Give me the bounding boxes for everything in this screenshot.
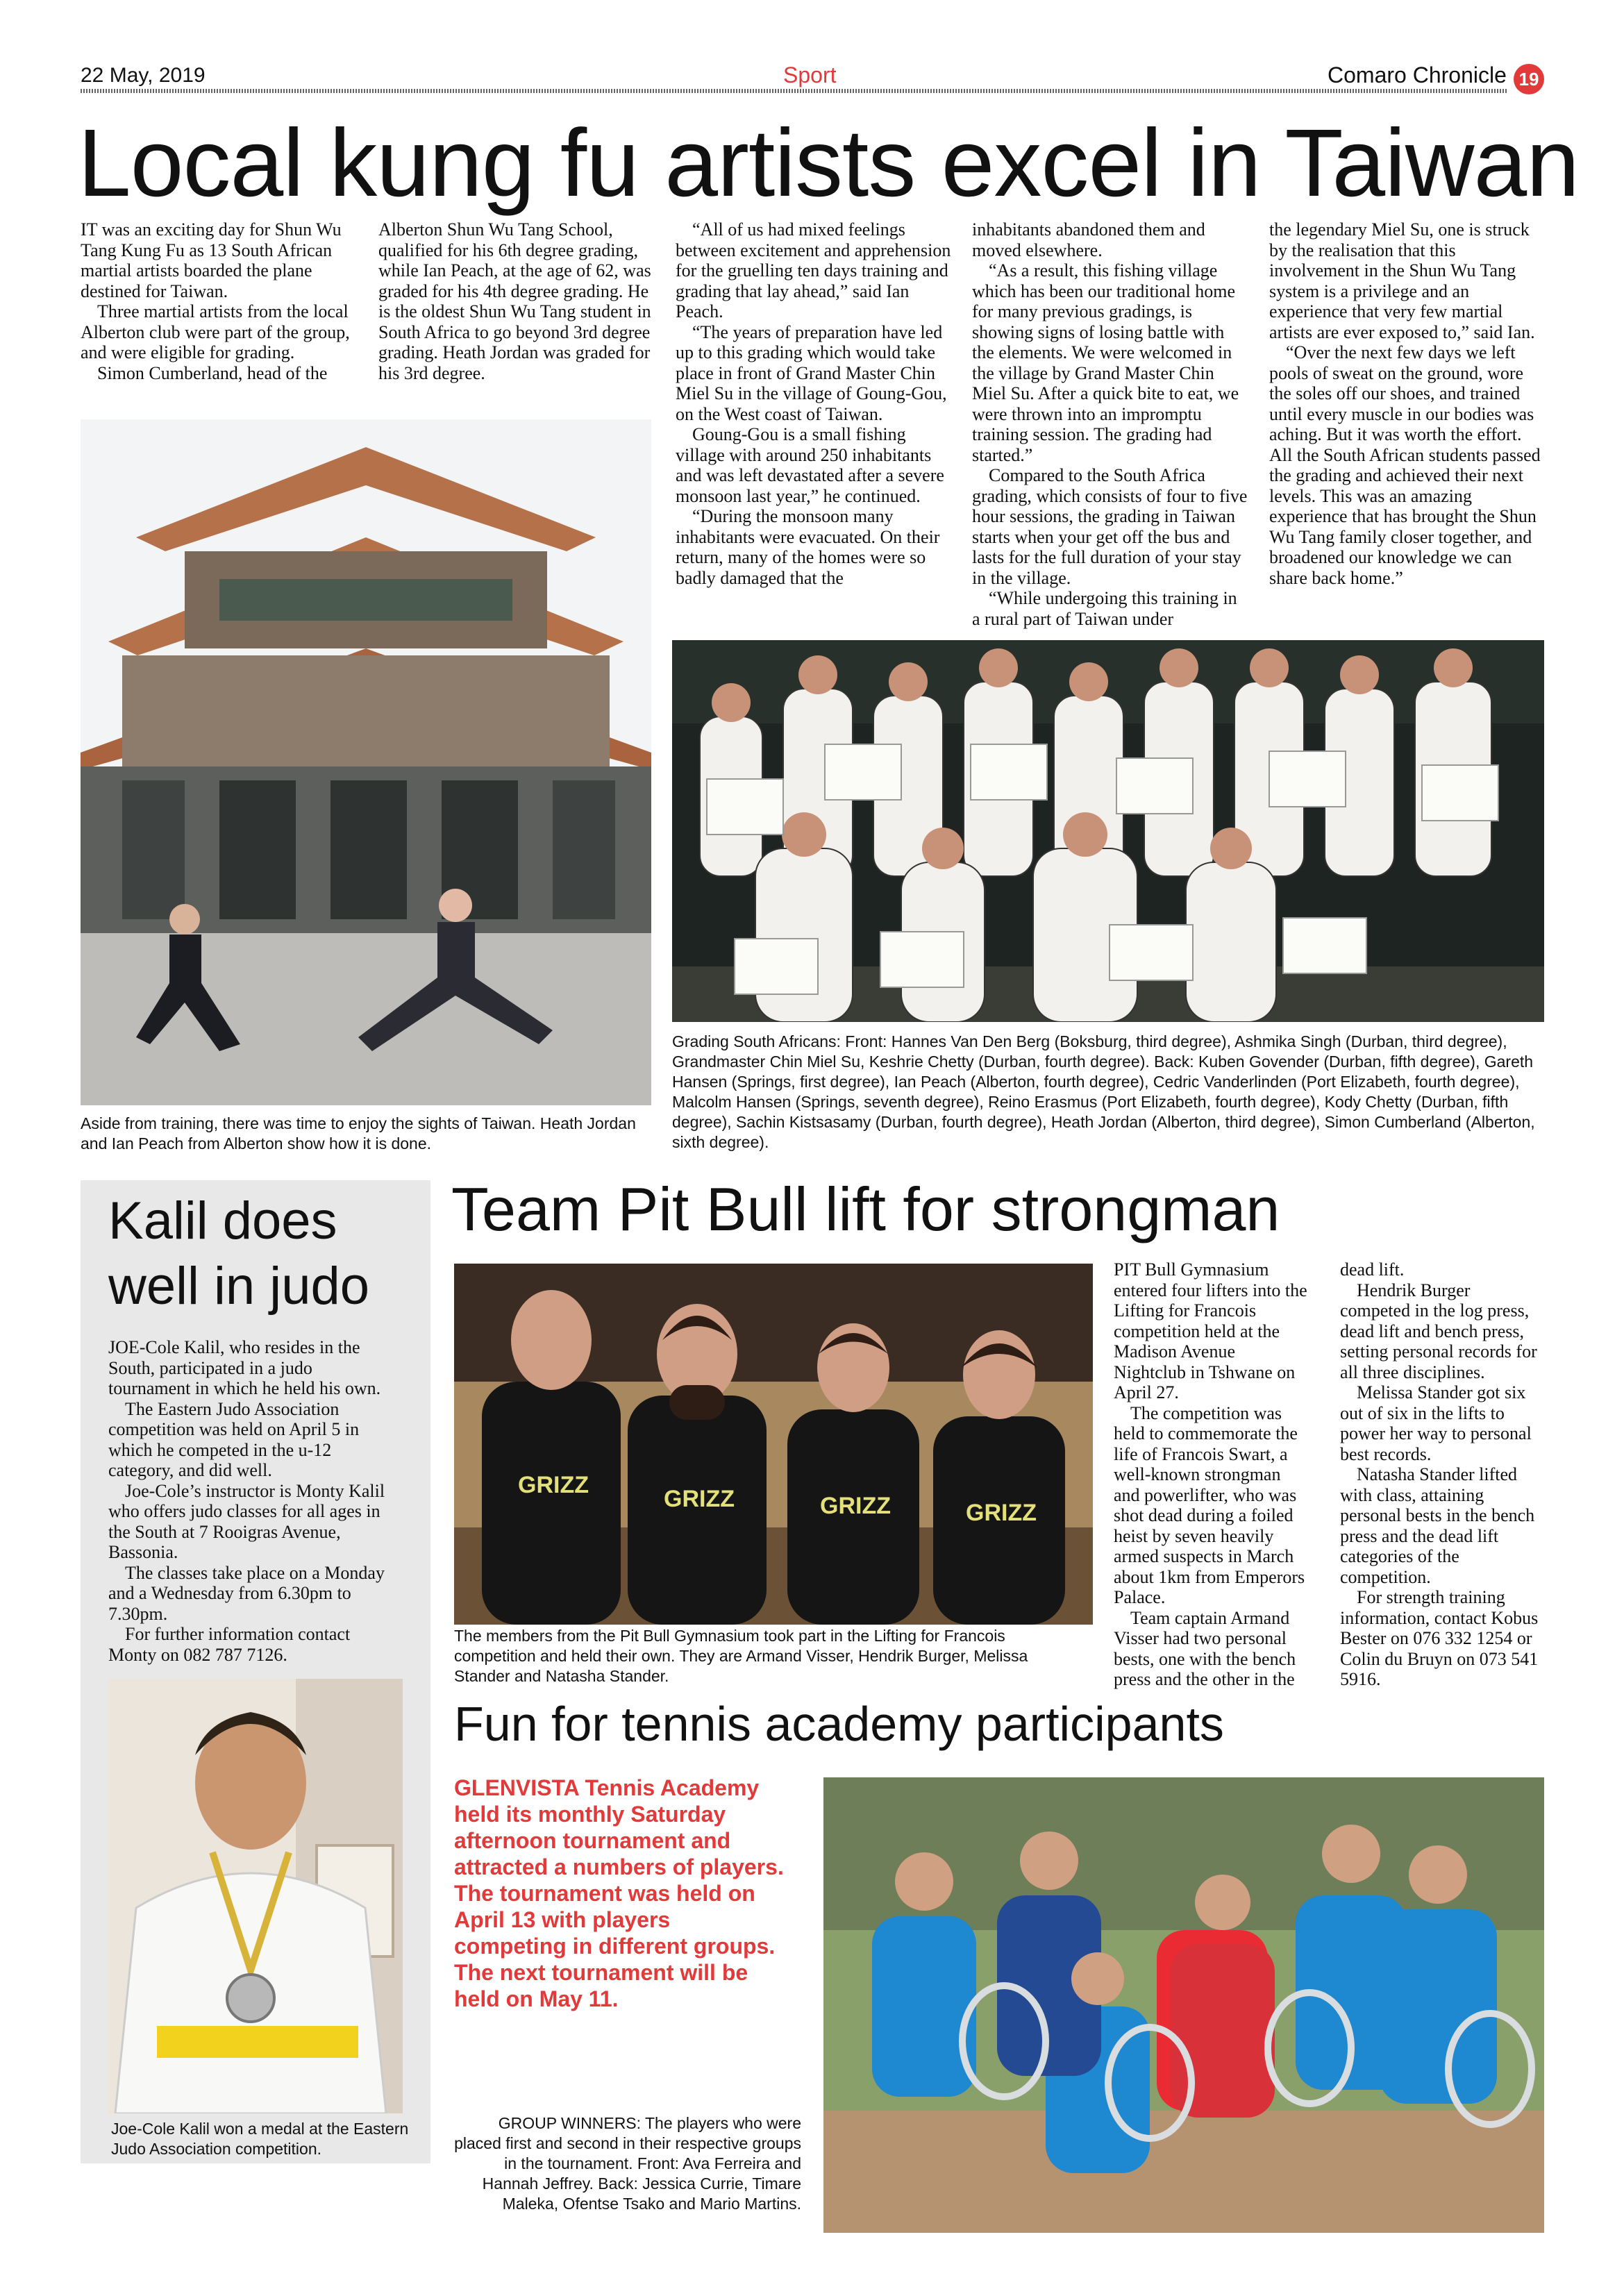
caption-temple: Aside from training, there was time to enjoy the sights of Taiwan. Heath Jordan and Ian Peach from Alberton show how it is done. (81, 1114, 636, 1153)
headline-tennis: Fun for tennis academy participants (454, 1697, 1224, 1751)
temple-photo (81, 419, 651, 1105)
paragraph: the legendary Miel Su, one is struck by the realisation that this involvement in the Shun Wu Tang system is a privilege and an experience that very few martial artists are ever exposed to,” said Ian. (1269, 219, 1535, 342)
tennis-illustration (823, 1777, 1544, 2233)
paragraph: Joe-Cole’s instructor is Monty Kalil who offers judo classes for all ages in the South at 7 Rooigras Avenue, Bassonia. (108, 1480, 385, 1562)
paragraph: For strength training information, contact Kobus Bester on 076 332 1254 or Colin du Bruyn on 073 541 5916. (1340, 1587, 1539, 1689)
kungfu-col-1 (81, 219, 355, 383)
paragraph: Alberton Shun Wu Tang School, qualified for his 6th degree grading, while Ian Peach, at the age of 62, was graded for his 4th degree grading. He is the oldest Shun Wu Tang student in South Africa to go beyond 3rd degree grading. Heath Jordan was graded for his 3rd degree. (378, 219, 651, 383)
paragraph: The competition was held to commemorate the life of Francois Swart, a well-known strongman and powerlifter, who was shot dead during a foiled heist by seven heavily armed suspects in March about 1km from Emperors Palace. (1114, 1402, 1305, 1607)
paragraph: Natasha Stander lifted with class, attaining personal bests in the bench press and the dead lift categories of the competition. (1340, 1464, 1535, 1587)
kungfu-col-3 (676, 219, 952, 588)
paper-name: Comaro Chronicle (1328, 62, 1507, 87)
group-illustration (672, 640, 1544, 1022)
paragraph: “As a result, this fishing village which has been our traditional home for many previous gradings, is showing signs of losing battle with the elements. We were welcomed in the village by Grand Master Chin Miel Su. After a quick bite to eat, we were thrown into an impromptu training session. The grading had started.” (972, 260, 1239, 465)
headline-kung-fu: Local kung fu artists excel in Taiwan (78, 110, 1579, 217)
section-label: Sport (783, 62, 837, 87)
paragraph: The classes take place on a Monday and a Wednesday from 6.30pm to 7.30pm. (108, 1562, 385, 1624)
headline-judo: Kalil does well in judo (108, 1191, 369, 1316)
page-number: 19 (1518, 69, 1539, 90)
kungfu-col-2 (378, 219, 653, 383)
kungfu-col-4 (972, 219, 1248, 629)
page-number-badge (1514, 64, 1544, 94)
pit-bull-illustration (454, 1264, 1093, 1625)
paragraph: Simon Cumberland, head of the (97, 362, 328, 383)
caption-pit-bull: The members from the Pit Bull Gymnasium took part in the Lifting for Francois competition and held their own. They are Armand Visser, Hendrik Burger, Melissa Stander and Natasha Stander. (454, 1627, 1028, 1685)
paragraph: “All of us had mixed feelings between excitement and apprehension for the gruelling ten days training and grading that lay ahead,” said Ian Peach. (676, 219, 951, 321)
paragraph: The Eastern Judo Association competition was held on April 5 in which he competed in the u-12 category, and did well. (108, 1398, 360, 1480)
temple-illustration (81, 419, 651, 1105)
judo-photo (108, 1679, 403, 2113)
judo-body (108, 1337, 397, 1665)
grading-group-photo (672, 640, 1544, 1022)
pit-bull-col-1 (1114, 1259, 1308, 1690)
paragraph: “During the monsoon many inhabitants were evacuated. On their return, many of the homes were so badly damaged that the (676, 506, 940, 588)
paragraph: Hendrik Burger competed in the log press, dead lift and bench press, setting personal records for all three disciplines. (1340, 1280, 1537, 1382)
caption-grading-group: Grading South Africans: Front: Hannes Van Den Berg (Boksburg, third degree), Ashmika Singh (Durban, third degree), Grandmaster Chin Miel Su, Keshrie Chetty (Durban, fourth degree). Back: Kuben Govender (Durban, fifth degree), Gareth Hansen (Springs, first degree), Ian Peach (Alberton, fourth degree), Cedric Vanderlinden (Port Elizabeth, fourth degree), Malcolm Hansen (Springs, seventh degree), Reino Erasmus (Port Elizabeth, fourth degree), Kody Chetty (Durban, fifth degree), Sachin Kistsasamy (Durban, fourth degree), Heath Jordan (Alberton, third degree), Simon Cumberland (Alberton, sixth degree). (672, 1032, 1535, 1151)
pit-bull-col-2 (1340, 1259, 1543, 1690)
kungfu-col-5 (1269, 219, 1546, 588)
paragraph: Melissa Stander got six out of six in the lifts to power her way to personal best records. (1340, 1382, 1532, 1464)
paragraph: dead lift. (1340, 1259, 1405, 1280)
paragraph: Goung-Gou is a small fishing village with around 250 inhabitants and was left devastated after a severe monsoon last year,” he continued. (676, 424, 944, 506)
tennis-photo (823, 1777, 1544, 2233)
judo-illustration (108, 1679, 403, 2113)
headline-pit-bull: Team Pit Bull lift for strongman (451, 1175, 1280, 1243)
paragraph: PIT Bull Gymnasium entered four lifters into the Lifting for Francois competition held at the Madison Avenue Nightclub in Tshwane on April 27. (1114, 1259, 1307, 1402)
paragraph: “Over the next few days we left pools of sweat on the ground, wore the soles off our shoes, and trained until every muscle in our bodies was aching. But it was worth the effort. All the South African students passed the grading and achieved their next levels. This was an amazing experience that has brought the Shun Wu Tang family closer together, and broadened our knowledge we can share back home.” (1269, 342, 1541, 588)
caption-judo: Joe-Cole Kalil won a medal at the Eastern Judo Association competition. (111, 2120, 409, 2158)
paragraph: Three martial artists from the local Alberton club were part of the group, and were eligible for grading. (81, 301, 350, 362)
paragraph: Compared to the South Africa grading, which consists of four to five hour sessions, the grading in Taiwan starts when your get off the bus and lasts for the full duration of your stay in the village. (972, 465, 1248, 588)
shirt-text-3: GRIZZ (820, 1493, 891, 1519)
pit-bull-photo (454, 1264, 1093, 1625)
shirt-text-1: GRIZZ (518, 1472, 589, 1498)
shirt-text-2: GRIZZ (664, 1486, 735, 1512)
page-date: 22 May, 2019 (81, 64, 206, 87)
paragraph: inhabitants abandoned them and moved elsewhere. (972, 219, 1205, 260)
caption-tennis: GROUP WINNERS: The players who were placed first and second in their respective groups in the tournament. Front: Ava Ferreira and Hannah Jeffrey. Back: Jessica Currie, Timare Maleka, Ofentse Tsako and Mario Martins. (454, 2114, 801, 2213)
shirt-text-4: GRIZZ (966, 1500, 1037, 1526)
paragraph: For further information contact Monty on 082 787 7126. (108, 1624, 351, 1665)
tennis-intro: GLENVISTA Tennis Academy held its monthly Saturday afternoon tournament and attracted a numbers of players. The tournament was held on April 13 with players competing in different groups. The next tournament will be held on May 11. (454, 1775, 784, 2011)
header-rule (81, 89, 1507, 93)
paragraph: Team captain Armand Visser had two personal bests, one with the bench press and the other in the (1114, 1607, 1296, 1689)
paragraph: IT was an exciting day for Shun Wu Tang Kung Fu as 13 South African martial artists boarded the plane destined for Taiwan. (81, 219, 342, 301)
paragraph: JOE-Cole Kalil, who resides in the South, participated in a judo tournament in which he held his own. (108, 1337, 381, 1398)
paragraph: “While undergoing this training in a rural part of Taiwan under (972, 588, 1237, 629)
paragraph: “The years of preparation have led up to this grading which would take place in front of Grand Master Chin Miel Su in the village of Goung-Gou, on the West coast of Taiwan. (676, 321, 947, 424)
